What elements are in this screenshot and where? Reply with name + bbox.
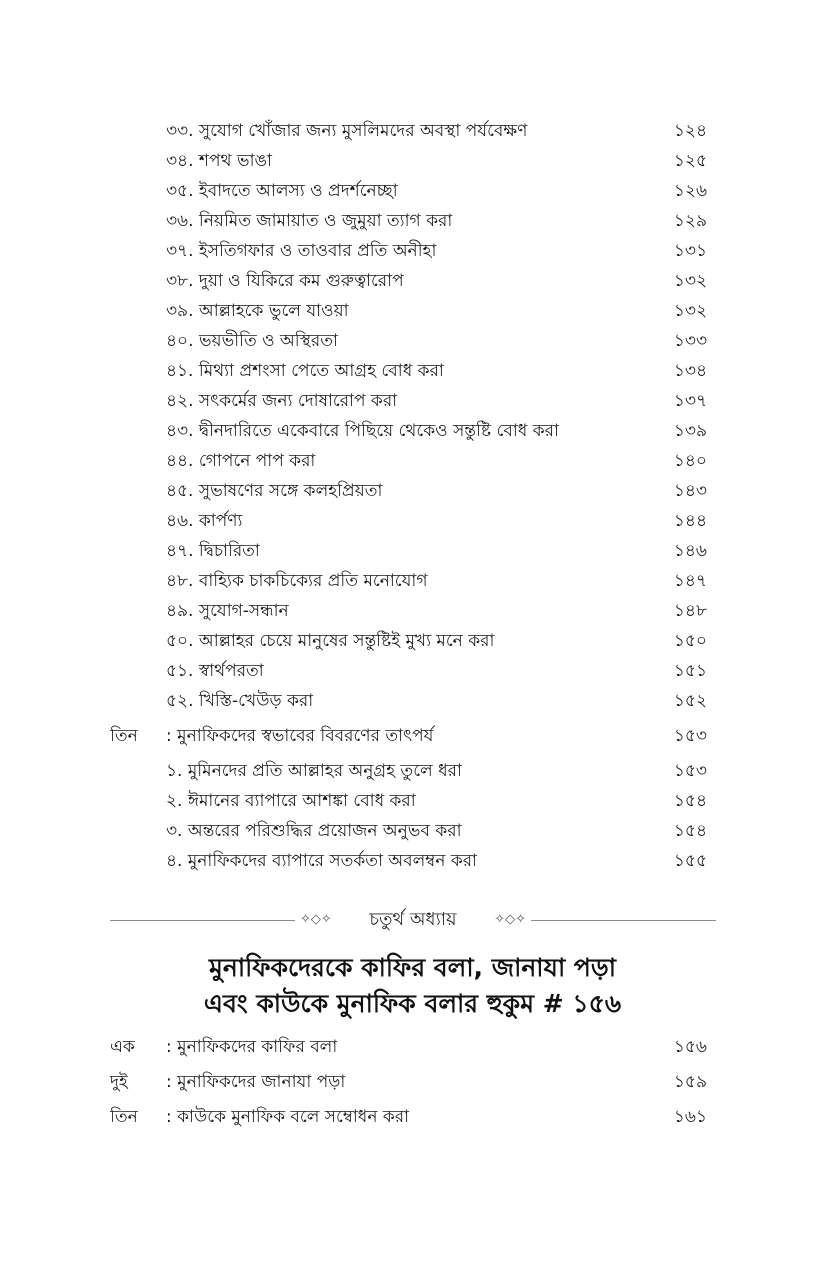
entry-title: ৫১. স্বার্থপরতা <box>166 661 264 681</box>
entry-page: ১৫০ <box>673 631 707 651</box>
entry-title: ৩. অন্তরের পরিশুদ্ধির প্রয়োজন অনুভব করা <box>166 821 462 841</box>
section-title: : মুনাফিকদের স্বভাবের বিবরণের তাৎপর্য <box>166 726 434 746</box>
entry-page: ১৪৭ <box>673 571 707 591</box>
toc-section-entry <box>0 1065 825 1100</box>
entry-title: ৪৭. দ্বিচারিতা <box>166 541 260 561</box>
entry-page: ১২৬ <box>673 181 707 201</box>
entry-title: ৪৬. কার্পণ্য <box>166 511 243 531</box>
entry-title: ৩৫. ইবাদতে আলস্য ও প্রদর্শনেচ্ছা <box>166 181 398 201</box>
entry-page: ১২৫ <box>673 151 707 171</box>
entry-title: ১. মুমিনদের প্রতি আল্লাহর অনুগ্রহ তুলে ধরা <box>166 761 462 781</box>
chapter-title-line-1: মুনাফিকদেরকে কাফির বলা, জানাযা পড়া <box>209 953 616 982</box>
section-label: তিন <box>110 726 138 746</box>
entry-title: ৫০. আল্লাহর চেয়ে মানুষের সন্তুষ্টিই মুখ্য মনে করা <box>166 631 495 651</box>
entry-title: ৩৮. দুয়া ও যিকিরে কম গুরুত্বারোপ <box>166 271 404 291</box>
entry-title: ৩৭. ইসতিগফার ও তাওবার প্রতি অনীহা <box>166 241 437 261</box>
ornament-right-icon: ✧◇✧ <box>494 912 526 927</box>
toc-entry <box>0 446 825 476</box>
entry-page: ১৫৪ <box>673 821 707 841</box>
entry-title: ৪. মুনাফিকদের ব্যাপারে সতর্কতা অবলম্বন করা <box>166 851 477 871</box>
entry-title: ৪২. সৎকর্মের জন্য দোষারোপ করা <box>166 391 398 411</box>
entry-title: ৪৮. বাহ্যিক চাকচিক্যের প্রতি মনোযোগ <box>166 571 428 591</box>
entry-page: ১৫১ <box>673 661 707 681</box>
toc-entry <box>0 626 825 656</box>
toc-section-entry <box>0 1030 825 1065</box>
entry-page: ১৩২ <box>673 301 707 321</box>
toc-entry <box>0 296 825 326</box>
toc-entry <box>0 656 825 686</box>
toc-list-upper <box>0 116 825 876</box>
toc-entry <box>0 536 825 566</box>
entry-title: ৩৪. শপথ ভাঙা <box>166 151 272 171</box>
section-page: ১৬১ <box>673 1107 707 1127</box>
entry-title: ২. ঈমানের ব্যাপারে আশঙ্কা বোধ করা <box>166 791 416 811</box>
toc-entry <box>0 846 825 876</box>
chapter-name: চতুর্থ অধ্যায় <box>369 909 457 930</box>
entry-page: ১২৪ <box>673 121 707 141</box>
entry-title: ৩৬. নিয়মিত জামায়াত ও জুমুয়া ত্যাগ করা <box>166 211 453 231</box>
toc-entry <box>0 266 825 296</box>
entry-page: ১৪৩ <box>673 481 707 501</box>
toc-entry <box>0 236 825 266</box>
toc-entry <box>0 816 825 846</box>
section-label: দুই <box>110 1072 128 1092</box>
toc-entry <box>0 506 825 536</box>
entry-page: ১৩৩ <box>673 331 707 351</box>
ornament-left-icon: ✧◇✧ <box>300 912 332 927</box>
toc-entry <box>0 326 825 356</box>
section-title: : মুনাফিকদের কাফির বলা <box>166 1037 338 1057</box>
entry-page: ১৫৫ <box>673 851 707 871</box>
section-page: ১৫৩ <box>673 726 707 746</box>
divider-line-right <box>531 920 716 921</box>
entry-page: ১৪০ <box>673 451 707 471</box>
entry-title: ৪৪. গোপনে পাপ করা <box>166 451 316 471</box>
toc-entry <box>0 596 825 626</box>
section-page: ১৫৬ <box>673 1037 707 1057</box>
toc-section-entry <box>0 1100 825 1135</box>
chapter-title-line-2: এবং কাউকে মুনাফিক বলার হুকুম # ১৫৬ <box>203 989 622 1018</box>
toc-entry <box>0 146 825 176</box>
toc-entry <box>0 476 825 506</box>
section-label: এক <box>110 1037 135 1057</box>
entry-title: ৪৩. দ্বীনদারিতে একেবারে পিছিয়ে থেকেও সন্তুষ্টি বোধ করা <box>166 421 559 441</box>
toc-entry <box>0 686 825 716</box>
entry-page: ১৪৬ <box>673 541 707 561</box>
entry-title: ৪০. ভয়ভীতি ও অস্থিরতা <box>166 331 338 351</box>
toc-section-three <box>0 716 825 756</box>
section-label: তিন <box>110 1107 138 1127</box>
toc-entry <box>0 416 825 446</box>
entry-title: ৫২. খিস্তি-খেউড় করা <box>166 691 314 711</box>
entry-page: ১৫২ <box>673 691 707 711</box>
entry-page: ১২৯ <box>673 211 707 231</box>
section-title: : মুনাফিকদের জানাযা পড়া <box>166 1072 346 1092</box>
entry-title: ৪৫. সুভাষণের সঙ্গে কলহপ্রিয়তা <box>166 481 383 501</box>
entry-page: ১৩৭ <box>673 391 707 411</box>
entry-page: ১৪৮ <box>673 601 707 621</box>
entry-page: ১৩৪ <box>673 361 707 381</box>
toc-entry <box>0 786 825 816</box>
section-page: ১৫৯ <box>673 1072 707 1092</box>
toc-entry <box>0 116 825 146</box>
toc-entry <box>0 176 825 206</box>
entry-page: ১৪৪ <box>673 511 707 531</box>
entry-page: ১৩১ <box>673 241 707 261</box>
toc-entry <box>0 566 825 596</box>
entry-page: ১৫৩ <box>673 761 707 781</box>
entry-page: ১৫৪ <box>673 791 707 811</box>
chapter-divider <box>110 905 716 935</box>
toc-entry <box>0 756 825 786</box>
toc-entry <box>0 356 825 386</box>
section-title: : কাউকে মুনাফিক বলে সম্বোধন করা <box>166 1107 410 1127</box>
entry-page: ১৩২ <box>673 271 707 291</box>
entry-title: ৩৩. সুযোগ খোঁজার জন্য মুসলিমদের অবস্থা পর্যবেক্ষণ <box>166 121 528 141</box>
toc-entry <box>0 206 825 236</box>
toc-list-lower <box>0 1030 825 1135</box>
entry-title: ৩৯. আল্লাহকে ভুলে যাওয়া <box>166 301 349 321</box>
entry-title: ৪১. মিথ্যা প্রশংসা পেতে আগ্রহ বোধ করা <box>166 361 444 381</box>
entry-title: ৪৯. সুযোগ-সন্ধান <box>166 601 289 621</box>
entry-page: ১৩৯ <box>673 421 707 441</box>
toc-entry <box>0 386 825 416</box>
